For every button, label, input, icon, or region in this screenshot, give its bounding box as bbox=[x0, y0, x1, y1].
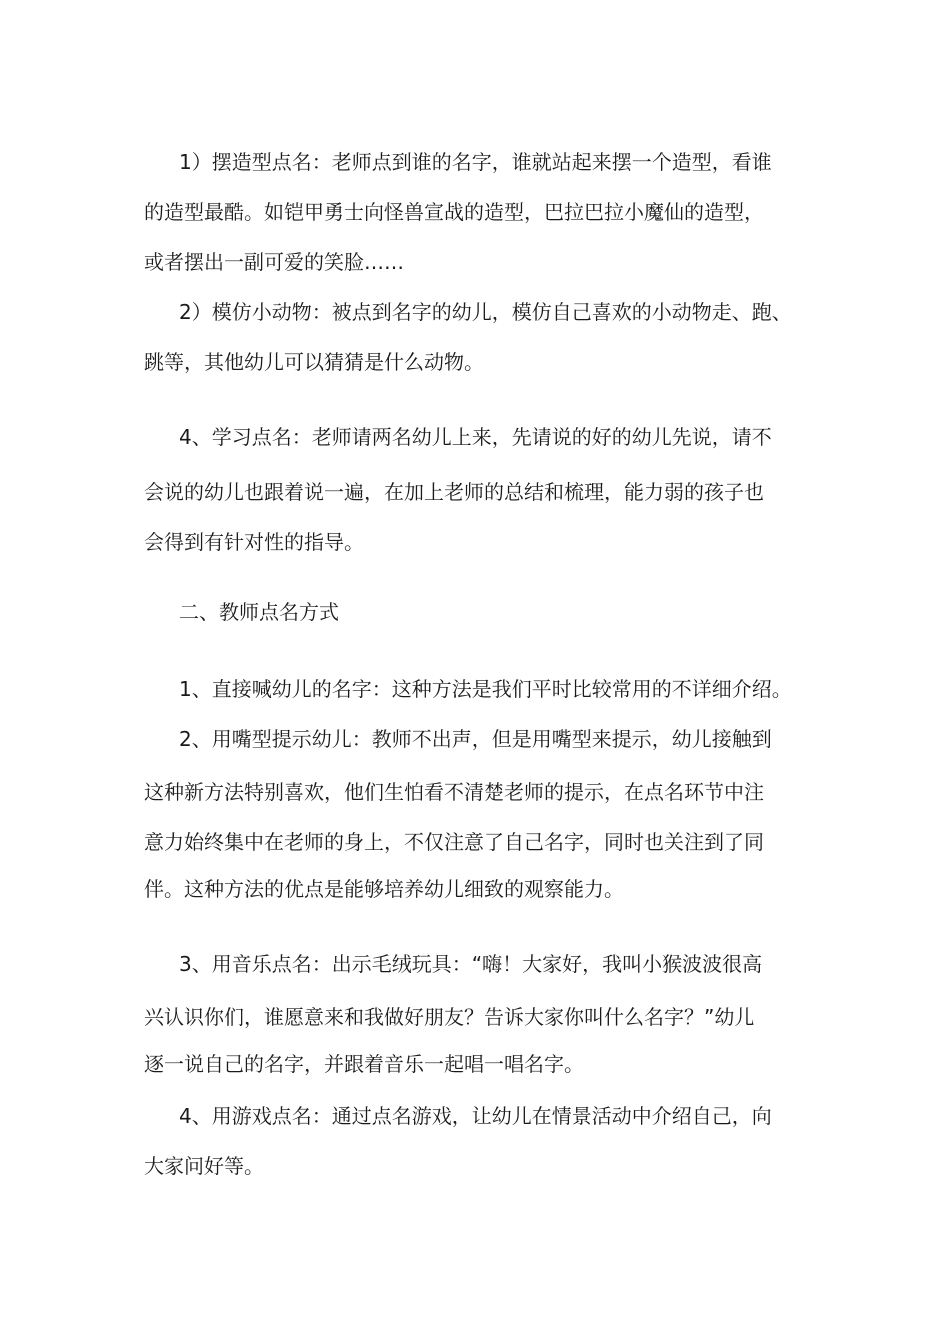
para4-line1: 1、直接喊幼儿的名字：这种方法是我们平时比较常用的不详细介绍。 bbox=[179, 677, 792, 701]
para6-line2: 兴认识你们，谁愿意来和我做好朋友？告诉大家你叫什么名字？”幼儿 bbox=[144, 1005, 755, 1029]
para5-line1: 2、用嘴型提示幼儿：教师不出声，但是用嘴型来提示，幼儿接触到 bbox=[179, 727, 772, 751]
para3-line3: 会得到有针对性的指导。 bbox=[144, 530, 364, 554]
para6-line3: 逐一说自己的名字，并跟着音乐一起唱一唱名字。 bbox=[144, 1052, 584, 1076]
para2-line1: 2）模仿小动物：被点到名字的幼儿，模仿自己喜欢的小动物走、跑、 bbox=[179, 300, 792, 324]
para2-line2: 跳等，其他幼儿可以猜猜是什么动物。 bbox=[144, 350, 484, 374]
para1-line1: 1）摆造型点名：老师点到谁的名字，谁就站起来摆一个造型，看谁 bbox=[179, 150, 772, 174]
para7-line1: 4、用游戏点名：通过点名游戏，让幼儿在情景活动中介绍自己，向 bbox=[179, 1104, 772, 1128]
para7-line2: 大家问好等。 bbox=[144, 1154, 264, 1178]
para3-line2: 会说的幼儿也跟着说一遍，在加上老师的总结和梳理，能力弱的孩子也 bbox=[144, 480, 764, 504]
section-heading: 二、教师点名方式 bbox=[179, 600, 339, 624]
para1-line2: 的造型最酷。如铠甲勇士向怪兽宣战的造型，巴拉巴拉小魔仙的造型， bbox=[144, 200, 764, 224]
para1-line3: 或者摆出一副可爱的笑脸…… bbox=[144, 250, 404, 274]
para5-line2: 这种新方法特别喜欢，他们生怕看不清楚老师的提示，在点名环节中注 bbox=[144, 780, 764, 804]
para5-line3: 意力始终集中在老师的身上，不仅注意了自己名字，同时也关注到了同 bbox=[144, 830, 764, 854]
para5-line4: 伴。这种方法的优点是能够培养幼儿细致的观察能力。 bbox=[144, 877, 624, 901]
para6-line1: 3、用音乐点名：出示毛绒玩具：“嗨！大家好，我叫小猴波波很高 bbox=[179, 952, 763, 976]
para3-line1: 4、学习点名：老师请两名幼儿上来，先请说的好的幼儿先说，请不 bbox=[179, 425, 772, 449]
